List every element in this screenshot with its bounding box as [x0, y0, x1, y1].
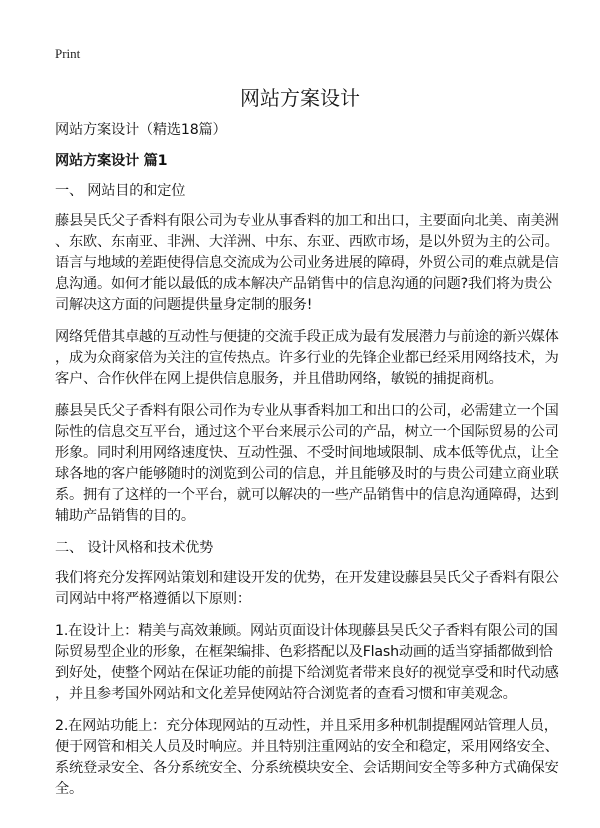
paragraph-line: 辅助产品销售的目的。 — [55, 508, 195, 524]
section-heading-2: 二、 设计风格和技术优势 — [55, 540, 214, 556]
paragraph-line: ，成为众商家倍为关注的宣传热点。许多行业的先锋企业都已经采用网络技术，为 — [55, 350, 559, 366]
paragraph-line: 到好处，使整个网站在保证功能的前提下给浏览者带来良好的视觉享受和时代动感 — [55, 665, 559, 681]
paragraph-line: 语言与地域的差距使得信息交流成为公司业务进展的障碍，外贸公司的难点就是信 — [55, 255, 559, 271]
paragraph — [55, 621, 575, 705]
paragraph-line: 1.在设计上：精美与高效兼顾。网站页面设计体现藤县吴氏父子香料有限公司的国 — [55, 623, 558, 639]
paragraph-line: 形象。同时利用网络速度快、互动性强、不受时间地域限制、成本低等优点，让全 — [55, 445, 559, 461]
paragraph-line: 系统登录安全、各分系统安全、分系统模块安全、会话期间安全等多种方式确保安 — [55, 760, 559, 776]
paragraph-line: 便于网管和相关人员及时响应。并且特别注重网站的安全和稳定，采用网络安全、 — [55, 739, 559, 755]
paragraph — [55, 716, 575, 800]
section-heading-1: 一、 网站目的和定位 — [55, 183, 186, 199]
paragraph-line: 网络凭借其卓越的互动性与便捷的交流手段正成为最有发展潜力与前途的新兴媒体 — [55, 329, 559, 345]
paragraph-line: ，并且参考国外网站和文化差异使网站符合浏览者的查看习惯和审美观念。 — [55, 686, 517, 702]
paragraph — [55, 327, 575, 390]
paragraph-line: 息沟通。如何才能以最低的成本解决产品销售中的信息沟通的问题?我们将为贵公 — [55, 276, 552, 292]
paragraph-line: 、东欧、东南亚、非洲、大洋洲、中东、东亚、西欧市场，是以外贸为主的公司。 — [55, 234, 559, 250]
paragraph-line: 全。 — [55, 781, 83, 797]
print-link[interactable]: Print — [55, 46, 81, 61]
paragraph-line: 藤县吴氏父子香料有限公司作为专业从事香料加工和出口的公司，必需建立一个国 — [55, 403, 559, 419]
page-title: 网站方案设计 — [240, 86, 360, 110]
paragraph-line: 我们将充分发挥网站策划和建设开发的优势，在开发建设藤县吴氏父子香料有限公 — [55, 570, 559, 586]
paragraph — [55, 211, 575, 316]
paragraph-line: 球各地的客户能够随时的浏览到公司的信息，并且能够及时的与贵公司建立商业联 — [55, 466, 559, 482]
paragraph-line: 客户、合作伙伴在网上提供信息服务，并且借助网络，敏锐的捕捉商机。 — [55, 371, 503, 387]
document-subtitle: 网站方案设计（精选18篇） — [55, 122, 227, 138]
document-body — [55, 120, 575, 811]
paragraph-line: 司解决这方面的问题提供量身定制的服务! — [55, 297, 313, 313]
paragraph — [55, 401, 575, 527]
paragraph-line: 系。拥有了这样的一个平台，就可以解决的一些产品销售中的信息沟通障碍，达到 — [55, 487, 559, 503]
paragraph-line: 际贸易型企业的形象，在框架编排、色彩搭配以及Flash动画的适当穿插都做到恰 — [55, 644, 553, 660]
paragraph-line: 司网站中将严格遵循以下原则： — [55, 591, 251, 607]
paragraph-line: 际性的信息交互平台，通过这个平台来展示公司的产品，树立一个国际贸易的公司 — [55, 424, 559, 440]
paragraph — [55, 568, 575, 610]
paragraph-line: 藤县吴氏父子香料有限公司为专业从事香料的加工和出口，主要面向北美、南美洲 — [55, 213, 559, 229]
paragraph-line: 2.在网站功能上：充分体现网站的互动性，并且采用多种机制提醒网站管理人员， — [55, 718, 558, 734]
article-heading: 网站方案设计 篇1 — [55, 153, 168, 169]
